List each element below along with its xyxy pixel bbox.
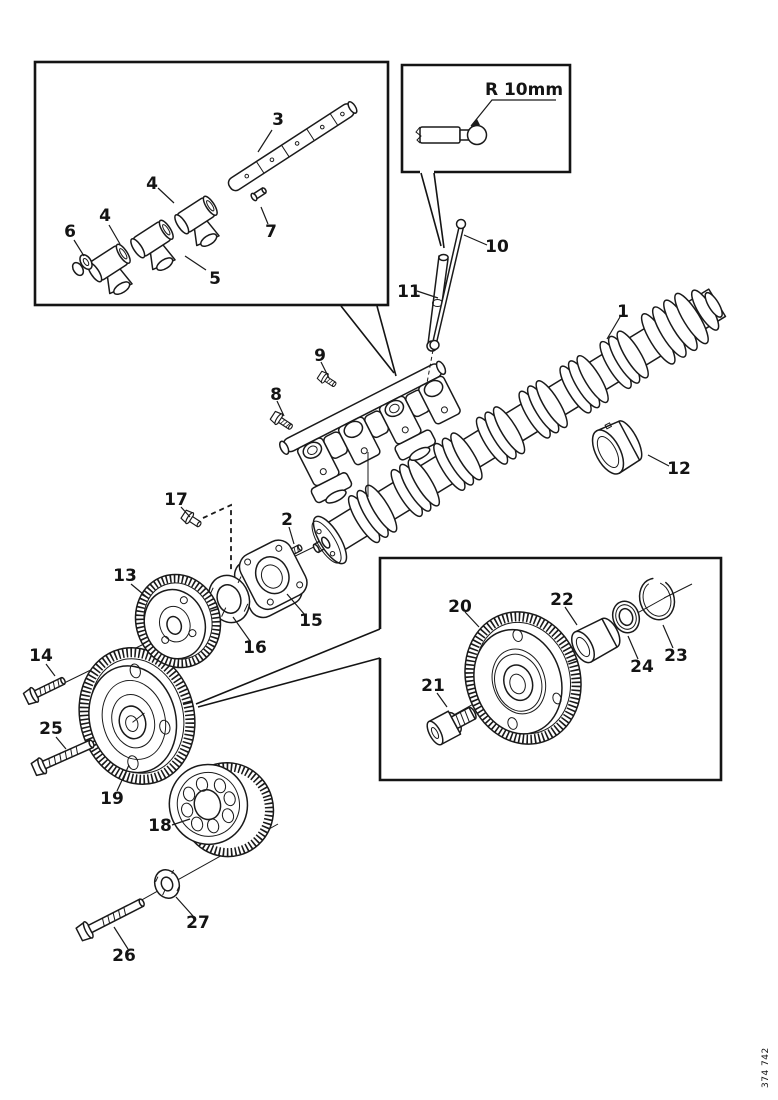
callout-6: 6	[64, 222, 76, 242]
callout-19: 19	[100, 789, 124, 809]
callout-23: 23	[664, 646, 688, 666]
callout-8: 8	[270, 385, 282, 405]
ref-number: 374 742	[761, 1047, 771, 1088]
callout-10: 10	[485, 237, 509, 257]
part-idler-gear-20	[448, 597, 598, 760]
callout-22: 22	[550, 590, 574, 610]
callout-9: 9	[314, 346, 326, 366]
part-snap-ring-23	[634, 574, 679, 624]
part-bolt-26	[75, 894, 147, 943]
callout-5: 5	[209, 269, 221, 289]
part-pushrod-end	[416, 126, 487, 145]
part-bushing-12	[586, 415, 648, 479]
callout-15: 15	[299, 611, 323, 631]
part-rocker-arm-unit	[172, 194, 231, 253]
callout-12: 12	[667, 459, 691, 479]
part-bolt-25	[30, 735, 96, 777]
callout-14: 14	[29, 646, 53, 666]
callout-11: 11	[397, 282, 421, 302]
callout-7: 7	[265, 222, 277, 242]
callout-16: 16	[243, 638, 267, 658]
callout-25: 25	[39, 719, 63, 739]
inset-rocker-detail	[35, 62, 396, 376]
part-bolt-9	[316, 370, 338, 390]
callout-20: 20	[448, 597, 472, 617]
part-screw-7	[250, 186, 268, 201]
callout-26: 26	[112, 946, 136, 966]
callout-21: 21	[421, 676, 445, 696]
leader-lines	[46, 235, 669, 949]
part-washer-27	[151, 866, 183, 901]
part-plug-17	[180, 509, 204, 531]
callout-4a: 4	[146, 174, 158, 194]
callout-1: 1	[617, 302, 629, 322]
part-bolt-21	[424, 700, 481, 747]
part-bolt-14	[23, 673, 68, 706]
callout-27: 27	[186, 913, 210, 933]
callout-4b: 4	[99, 206, 111, 226]
callout-18: 18	[148, 816, 172, 836]
locating-dash-line	[203, 505, 231, 571]
callout-2: 2	[281, 510, 293, 530]
callout-24: 24	[630, 657, 654, 677]
radius-annotation: R 10mm	[484, 80, 564, 100]
callout-13: 13	[113, 566, 137, 586]
callout-3: 3	[272, 110, 284, 130]
part-rocker-shaft-3	[226, 100, 359, 193]
callout-17: 17	[164, 490, 188, 510]
